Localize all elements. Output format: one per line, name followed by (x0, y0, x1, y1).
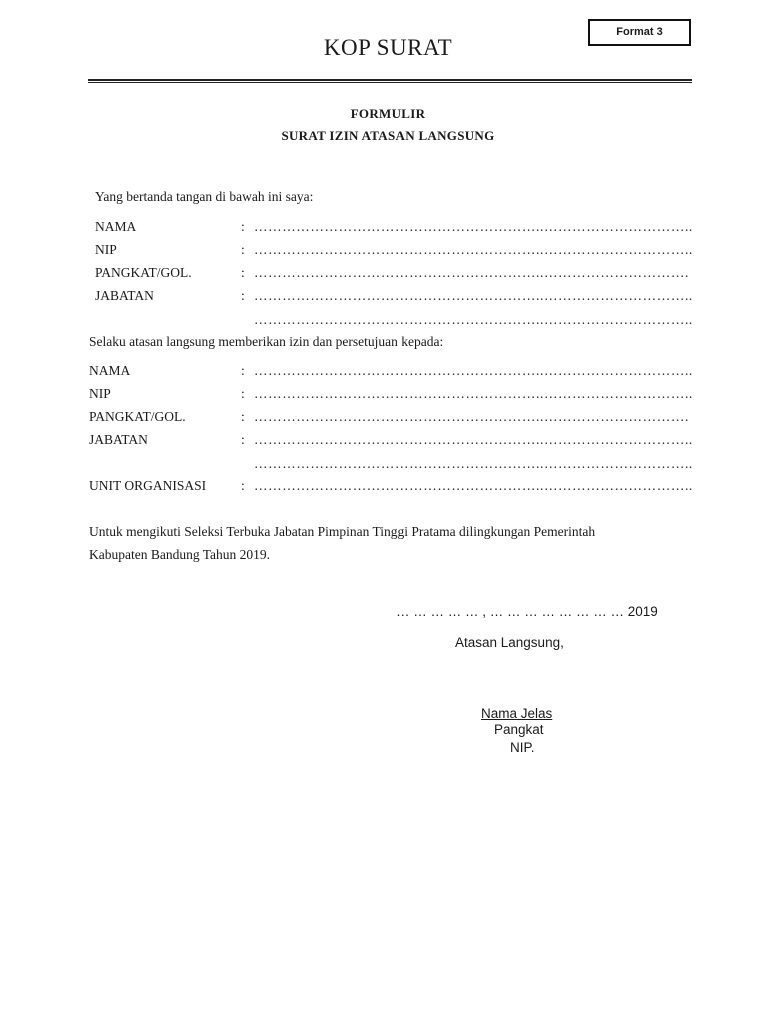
form-subtitle: SURAT IZIN ATASAN LANGSUNG (281, 128, 495, 143)
subject-pangkat-blank[interactable]: ……………………………………………………..…………………………. (254, 409, 689, 424)
signer-jabatan-label: JABATAN (95, 288, 154, 303)
letterhead-rule-bottom (88, 82, 692, 83)
format-label: Format 3 (588, 19, 691, 46)
subject-nama-label: NAMA (89, 363, 131, 378)
signer-jabatan-colon: : (241, 288, 245, 303)
date-place-line[interactable]: … … … … … , … … … … … … … … 2019 (396, 604, 658, 619)
subject-nip-blank[interactable]: ……………………………………………………..………………………….. (254, 386, 693, 401)
form-title: FORMULIR (350, 106, 426, 121)
purpose-line-2: Kabupaten Bandung Tahun 2019. (89, 547, 271, 562)
signer-name-placeholder: Nama Jelas (481, 706, 553, 721)
signer-nama-blank[interactable]: ……………………………………………………..………………………….. (254, 219, 693, 234)
approval-intro-text: Selaku atasan langsung memberikan izin dan persetujuan kepada: (89, 334, 444, 349)
signer-nip-blank[interactable]: ……………………………………………………..………………………….. (254, 242, 693, 257)
signer-rank-placeholder: Pangkat (494, 722, 544, 737)
signer-jabatan-blank-cont[interactable]: ……………………………………………………..………………………….. (254, 312, 693, 327)
atasan-langsung-label: Atasan Langsung, (455, 635, 564, 650)
subject-pangkat-colon: : (241, 409, 245, 424)
unit-organisasi-label: UNIT ORGANISASI (89, 478, 207, 493)
unit-organisasi-blank[interactable]: ……………………………………………………..………………………….. (254, 478, 693, 493)
signer-jabatan-blank[interactable]: ……………………………………………………..………………………….. (254, 288, 693, 303)
unit-organisasi-colon: : (241, 478, 245, 493)
subject-jabatan-label: JABATAN (89, 432, 148, 447)
subject-jabatan-colon: : (241, 432, 245, 447)
letterhead-title: KOP SURAT (323, 35, 453, 60)
subject-jabatan-blank[interactable]: ……………………………………………………..………………………….. (254, 432, 693, 447)
signer-nip-label: NIP (95, 242, 117, 257)
subject-jabatan-blank-cont[interactable]: ……………………………………………………..………………………….. (254, 456, 693, 471)
subject-pangkat-label: PANGKAT/GOL. (89, 409, 186, 424)
subject-nama-blank[interactable]: ……………………………………………………..………………………….. (254, 363, 693, 378)
signer-pangkat-label: PANGKAT/GOL. (95, 265, 192, 280)
signer-nama-label: NAMA (95, 219, 137, 234)
subject-nama-colon: : (241, 363, 245, 378)
letterhead-rule-top (88, 79, 692, 81)
intro-text: Yang bertanda tangan di bawah ini saya: (95, 189, 314, 204)
signer-pangkat-blank[interactable]: ……………………………………………………..…………………………. (254, 265, 689, 280)
signer-nip-colon: : (241, 242, 245, 257)
subject-nip-label: NIP (89, 386, 111, 401)
signer-nama-colon: : (241, 219, 245, 234)
signer-nip-placeholder: NIP. (510, 740, 535, 755)
signer-pangkat-colon: : (241, 265, 245, 280)
purpose-line-1: Untuk mengikuti Seleksi Terbuka Jabatan Pimpinan Tinggi Pratama dilingkungan Pemerintah (89, 524, 596, 539)
subject-nip-colon: : (241, 386, 245, 401)
